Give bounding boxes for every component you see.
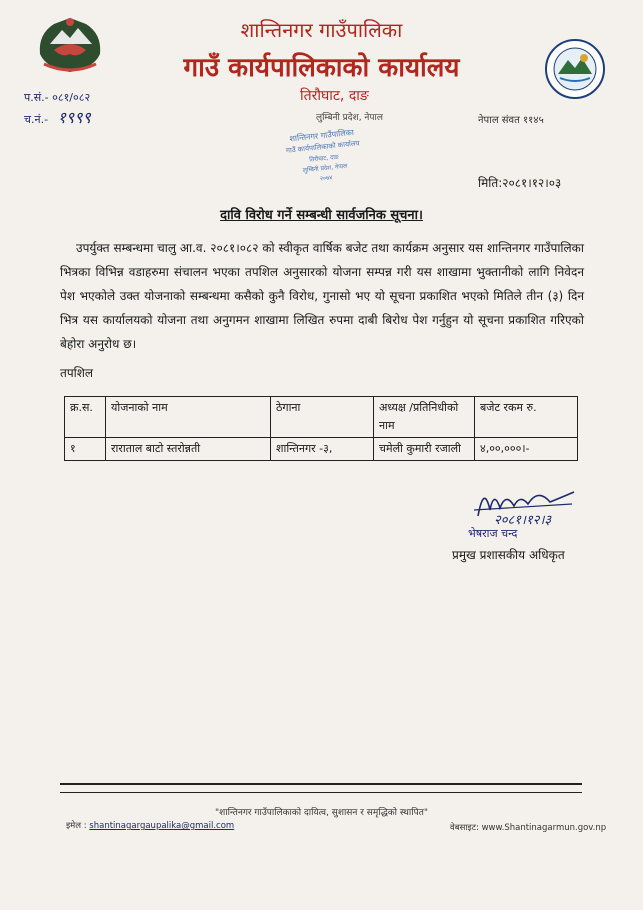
footer-motto: "शान्तिनगर गाउँपालिकाको दायित्व, सुशासन र समृद्धिको स्थापित" [215, 808, 428, 818]
plan-table [64, 396, 578, 461]
stamp-line-3: तिरौघाट, दाङ [309, 153, 340, 164]
table-header-cell: ठेगाना [271, 397, 374, 438]
footer-divider-thick [60, 783, 582, 785]
stamp-line-1: शान्तिनगर गाउँपालिका [289, 128, 355, 144]
table-row [65, 438, 578, 461]
footer-divider-thin [60, 792, 582, 793]
stamp-line-5: २०७४ [319, 174, 333, 183]
office-location: तिरौघाट, दाङ [300, 88, 369, 104]
table-header-cell: बजेट रकम रु. [475, 397, 578, 438]
office-name: गाउँ कार्यपालिकाको कार्यालय [183, 53, 460, 83]
table-cell: राराताल बाटो स्तरोन्नती [106, 438, 271, 461]
footer-website [450, 822, 606, 833]
office-province: लुम्बिनी प्रदेश, नेपाल [316, 113, 383, 123]
dispatch-number-value: १९९९ [57, 108, 91, 127]
table-cell: ४,००,०००।- [475, 438, 578, 461]
notice-body: उपर्युक्त सम्बन्धमा चालु आ.व. २०८१।०८२ को स्वीकृत वार्षिक बजेट तथा कार्यक्रम अनुसार यस शान्तिनगर गाउँपालिका भित्रका विभिन्न वडाहरुमा संचालन भएका तपशिल अनुसारको योजना सम्पन्न गरी यस शाखामा भुक्तानीको लागि निवेदन पेश भएकोले उक्त योजनाको सम्बन्धमा कसैको कुनै विरोध, गुनासो भए यो सूचना प्रकाशित भएको मितिले तीन (३) दिन भित्र यस कार्यालयको योजना तथा अनुगमन शाखामा लिखित रुपमा दाबी बिरोध पेश गर्नुहुन यो सूचना प्रकाशित गरिएको बेहोरा अनुरोध छ। [60, 241, 584, 351]
footer-email-link[interactable]: shantinagargaupalika@gmail.com [89, 821, 235, 831]
footer-email-label: इमेल : [66, 821, 87, 831]
stamp-line-4: लुम्बिनी प्रदेश, नेपाल [302, 162, 348, 175]
footer-website-label: वेबसाइट: [450, 823, 479, 833]
table-header-row [65, 397, 578, 438]
municipality-name: शान्तिनगर गाउँपालिका [240, 18, 403, 42]
dispatch-number-label: च.नं.- [24, 113, 49, 126]
signature-date: २०८१।१२।३ [494, 513, 552, 528]
reference-number: प.सं.- ०८१/०८२ [24, 91, 91, 104]
table-header-cell: योजनाको नाम [106, 397, 271, 438]
signatory-name: भेषराज चन्द [468, 527, 518, 540]
office-stamp [276, 128, 372, 190]
nepal-sambat: नेपाल संवत ११४५ [478, 115, 544, 126]
table-header-cell: क्र.स. [65, 397, 106, 438]
footer-email [66, 820, 234, 831]
footer-website-link[interactable]: www.Shantinagarmun.gov.np [481, 823, 607, 833]
notice-subject-text: दावि विरोध गर्ने सम्बन्धी सार्वजनिक सूचना। [220, 208, 423, 223]
stamp-line-2: गाउँ कार्यपालिकाको कार्यालय [285, 139, 361, 155]
document-date: मिति:२०८१।१२।०३ [478, 176, 562, 190]
table-cell: चमेली कुमारी रजाली [374, 438, 475, 461]
tapasil-label: तपशिल [60, 366, 94, 380]
table-header-cell: अध्यक्ष /प्रतिनिधीको नाम [374, 397, 475, 438]
table-cell: १ [65, 438, 106, 461]
signatory-designation: प्रमुख प्रशासकीय अधिकृत [452, 548, 565, 562]
notice-subject [0, 205, 643, 223]
table-cell: शान्तिनगर -३, [271, 438, 374, 461]
dispatch-number [24, 106, 91, 128]
